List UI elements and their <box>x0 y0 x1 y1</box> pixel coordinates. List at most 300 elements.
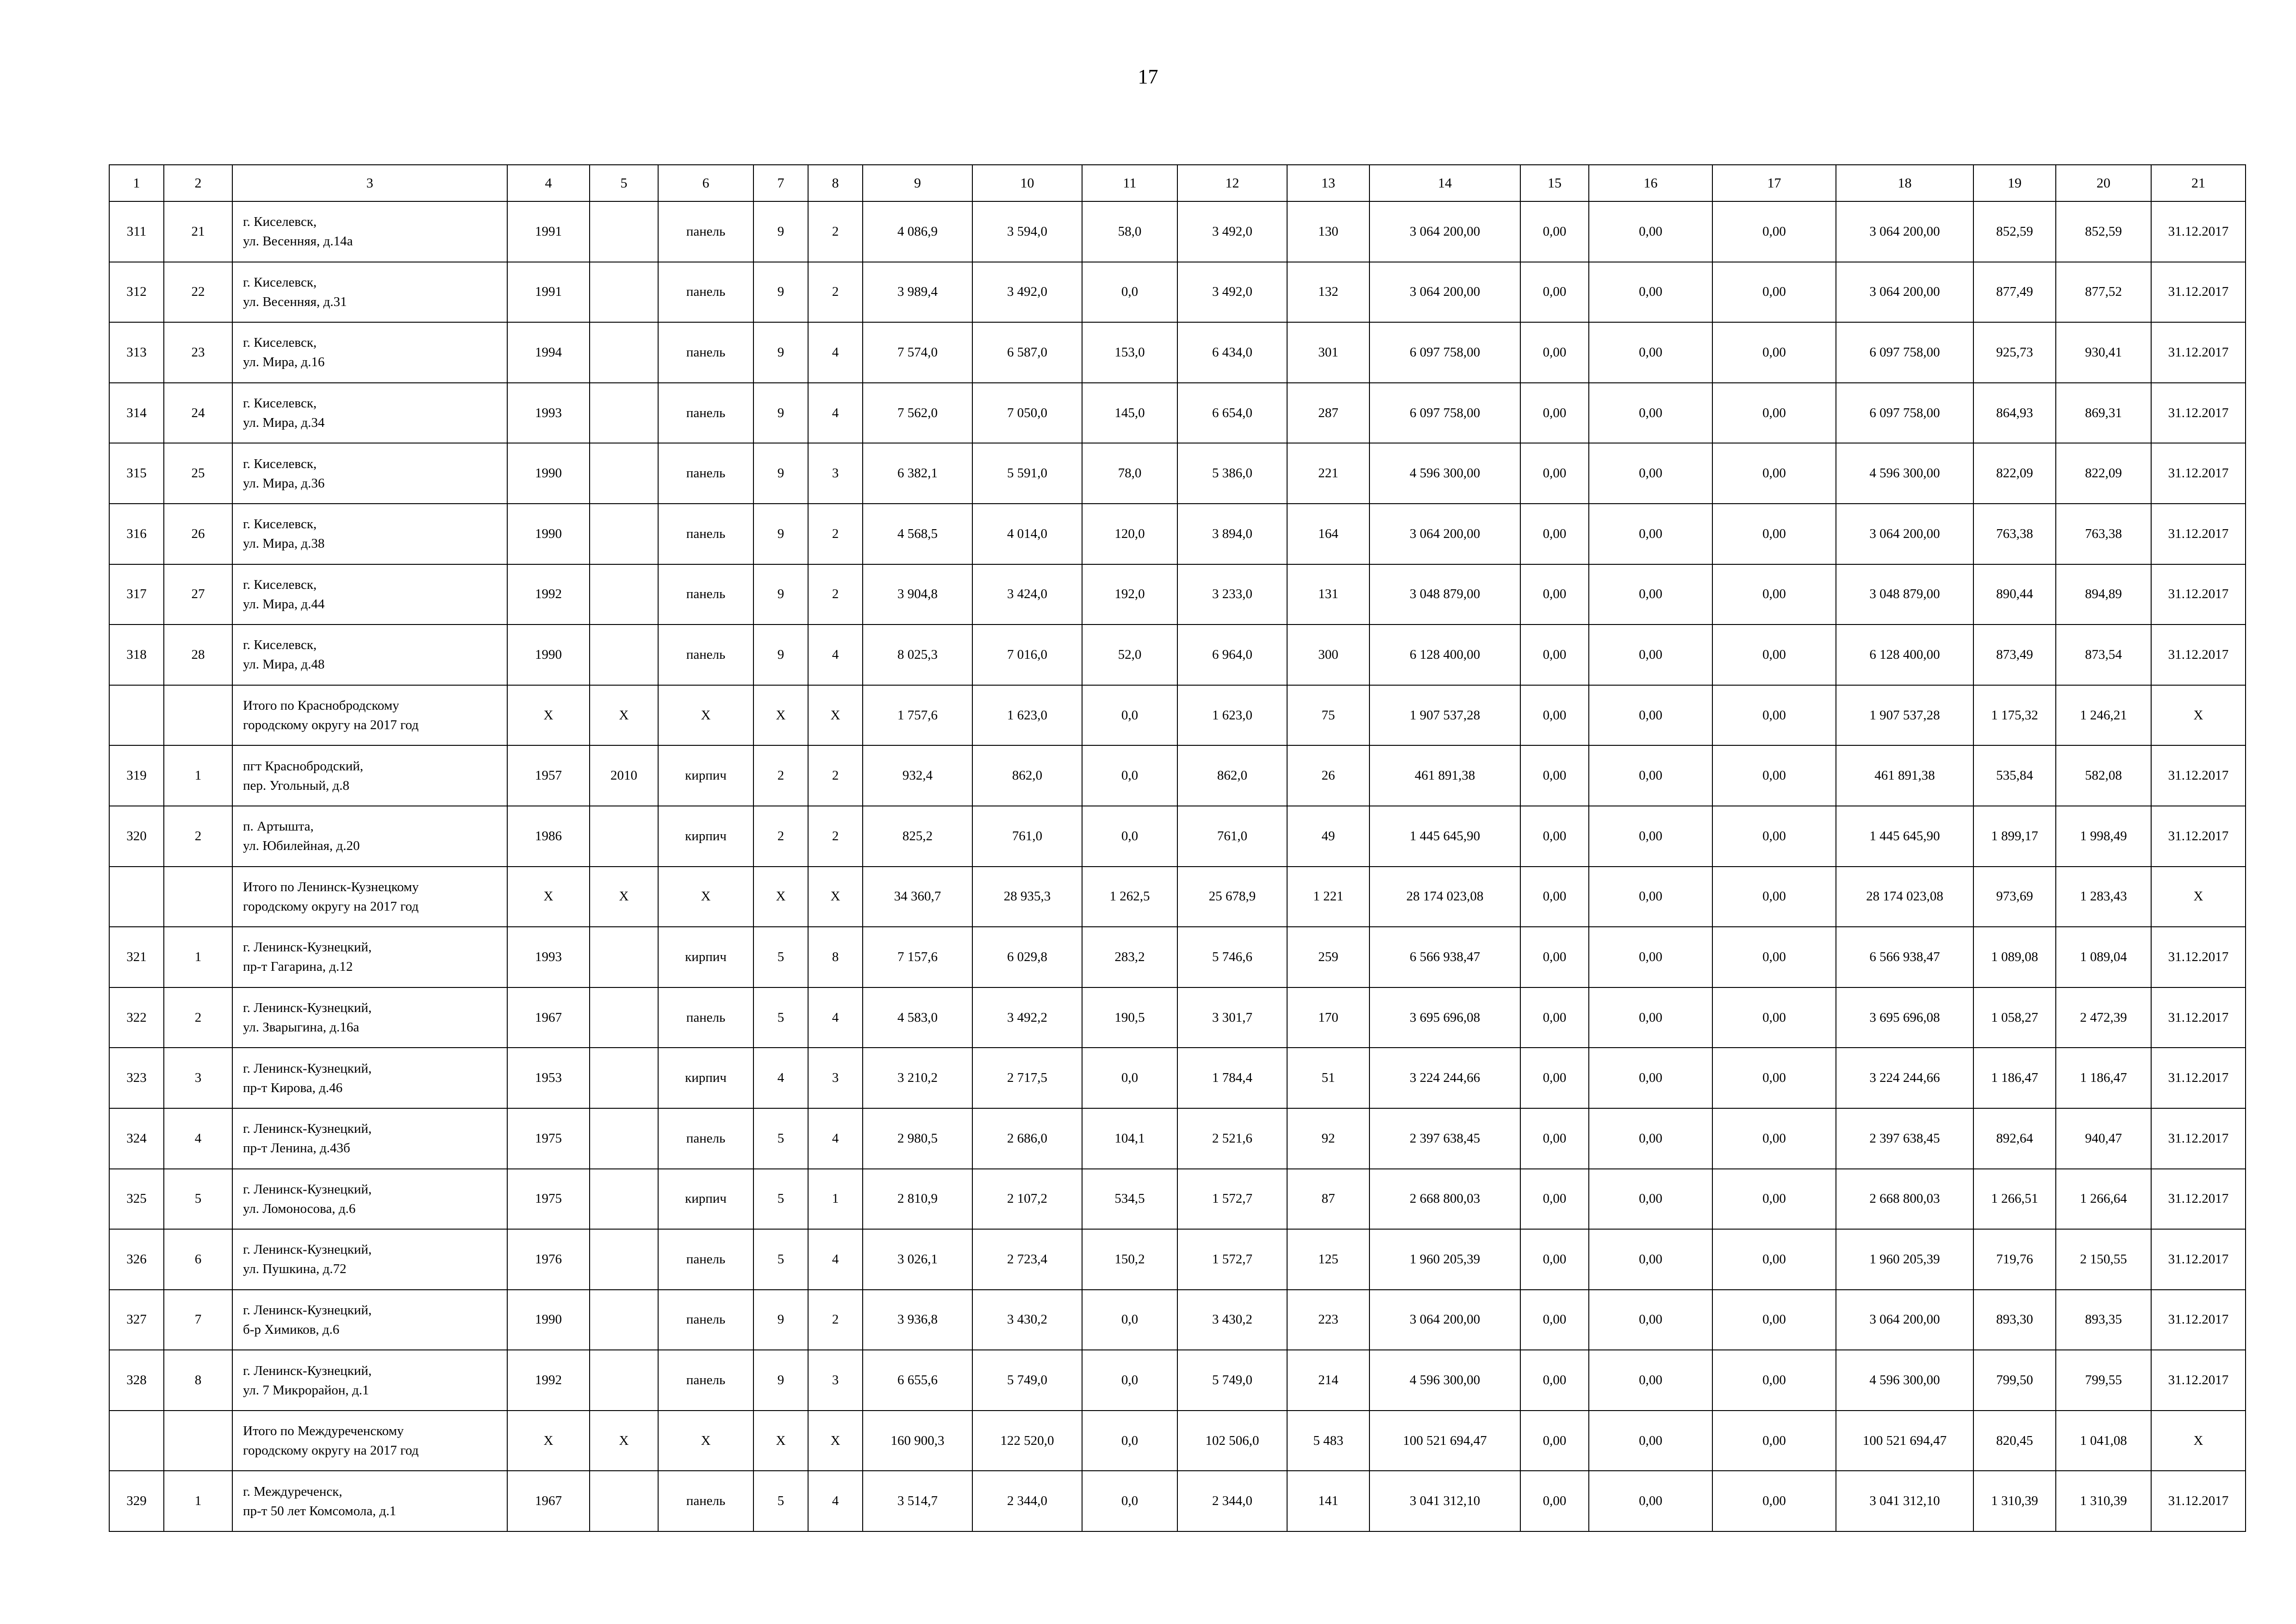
value-cell-c11: 0,0 <box>1082 1471 1177 1531</box>
entrances-cell: 3 <box>808 1350 863 1411</box>
value-cell-c20: 1 246,21 <box>2056 685 2151 746</box>
address-line-2: б-р Химиков, д.6 <box>243 1322 340 1337</box>
value-cell-c10: 3 492,0 <box>972 262 1082 323</box>
value-cell-c20: 877,52 <box>2056 262 2151 323</box>
value-cell-c18: 4 596 300,00 <box>1836 443 1973 504</box>
address-line-1: г. Киселевск, <box>243 456 317 471</box>
value-cell-c15: 0,00 <box>1520 1350 1589 1411</box>
value-cell-c15: 0,00 <box>1520 201 1589 262</box>
address-line-2: ул. 7 Микрорайон, д.1 <box>243 1382 369 1398</box>
address-line-1: пгт Краснобродский, <box>243 758 363 774</box>
year-built-cell: 1990 <box>507 625 590 685</box>
value-cell-c11: 145,0 <box>1082 383 1177 443</box>
deadline-cell: 31.12.2017 <box>2151 322 2246 383</box>
value-cell-c14: 3 064 200,00 <box>1369 262 1520 323</box>
value-cell-c15: 0,00 <box>1520 685 1589 746</box>
column-header: 2 <box>164 165 232 201</box>
value-cell-c11: 150,2 <box>1082 1229 1177 1290</box>
value-cell-c20: 1 186,47 <box>2056 1048 2151 1108</box>
local-number-cell: 24 <box>164 383 232 443</box>
value-cell-c20: 1 283,43 <box>2056 867 2151 927</box>
value-cell-c12: 2 521,6 <box>1177 1108 1287 1169</box>
address-line-1: г. Ленинск-Кузнецкий, <box>243 1181 372 1197</box>
value-cell-c13: 164 <box>1287 504 1369 564</box>
value-cell-c16: 0,00 <box>1589 1229 1712 1290</box>
address-line-1: г. Ленинск-Кузнецкий, <box>243 1121 372 1137</box>
value-cell-c13: 221 <box>1287 443 1369 504</box>
value-cell-c19: 719,76 <box>1973 1229 2056 1290</box>
value-cell-c12: 1 784,4 <box>1177 1048 1287 1108</box>
local-number-cell: 2 <box>164 987 232 1048</box>
row-number-cell <box>109 867 164 927</box>
table-row <box>109 443 2246 504</box>
value-cell-c17: 0,00 <box>1712 927 1836 987</box>
value-cell-c16: 0,00 <box>1589 987 1712 1048</box>
row-number-cell: 329 <box>109 1471 164 1531</box>
value-cell-c10: 7 016,0 <box>972 625 1082 685</box>
value-cell-c11: 0,0 <box>1082 1048 1177 1108</box>
value-cell-c9: 3 026,1 <box>863 1229 972 1290</box>
table-row <box>109 1350 2246 1411</box>
address-cell <box>232 1411 507 1471</box>
value-cell-c17: 0,00 <box>1712 1048 1836 1108</box>
value-cell-c12: 3 430,2 <box>1177 1290 1287 1350</box>
value-cell-c18: 3 064 200,00 <box>1836 1290 1973 1350</box>
value-cell-c16: 0,00 <box>1589 564 1712 625</box>
value-cell-c18: 3 224 244,66 <box>1836 1048 1973 1108</box>
address-cell <box>232 1048 507 1108</box>
value-cell-c10: 2 717,5 <box>972 1048 1082 1108</box>
floors-cell: 5 <box>753 1471 808 1531</box>
address-cell <box>232 745 507 806</box>
address-cell <box>232 1350 507 1411</box>
value-cell-c20: 869,31 <box>2056 383 2151 443</box>
value-cell-c18: 6 097 758,00 <box>1836 322 1973 383</box>
address-line-2: городскому округу на 2017 год <box>243 1443 419 1458</box>
value-cell-c12: 1 572,7 <box>1177 1169 1287 1230</box>
value-cell-c14: 3 064 200,00 <box>1369 1290 1520 1350</box>
deadline-cell: 31.12.2017 <box>2151 927 2246 987</box>
column-header: 10 <box>972 165 1082 201</box>
address-line-2: ул. Весенняя, д.14а <box>243 234 353 249</box>
value-cell-c18: 3 064 200,00 <box>1836 262 1973 323</box>
value-cell-c17: 0,00 <box>1712 1290 1836 1350</box>
year-built-cell: Х <box>507 685 590 746</box>
address-cell <box>232 987 507 1048</box>
value-cell-c14: 1 960 205,39 <box>1369 1229 1520 1290</box>
local-number-cell: 8 <box>164 1350 232 1411</box>
address-line-2: ул. Мира, д.44 <box>243 596 325 612</box>
row-number-cell: 327 <box>109 1290 164 1350</box>
value-cell-c12: 5 749,0 <box>1177 1350 1287 1411</box>
deadline-cell: 31.12.2017 <box>2151 1229 2246 1290</box>
wall-material-cell: кирпич <box>658 1169 753 1230</box>
value-cell-c9: 6 655,6 <box>863 1350 972 1411</box>
value-cell-c11: 0,0 <box>1082 262 1177 323</box>
row-number-cell: 318 <box>109 625 164 685</box>
address-line-1: Итого по Ленинск-Кузнецкому <box>243 879 419 894</box>
value-cell-c20: 2 472,39 <box>2056 987 2151 1048</box>
deadline-cell: 31.12.2017 <box>2151 383 2246 443</box>
wall-material-cell: панель <box>658 322 753 383</box>
year-repair-cell <box>590 201 658 262</box>
deadline-cell: 31.12.2017 <box>2151 262 2246 323</box>
value-cell-c17: 0,00 <box>1712 806 1836 867</box>
deadline-cell: 31.12.2017 <box>2151 564 2246 625</box>
year-repair-cell <box>590 1048 658 1108</box>
value-cell-c16: 0,00 <box>1589 1048 1712 1108</box>
local-number-cell: 3 <box>164 1048 232 1108</box>
deadline-cell: Х <box>2151 685 2246 746</box>
wall-material-cell: кирпич <box>658 806 753 867</box>
value-cell-c19: 973,69 <box>1973 867 2056 927</box>
entrances-cell: Х <box>808 685 863 746</box>
value-cell-c16: 0,00 <box>1589 625 1712 685</box>
value-cell-c15: 0,00 <box>1520 1048 1589 1108</box>
column-header: 18 <box>1836 165 1973 201</box>
value-cell-c9: 932,4 <box>863 745 972 806</box>
table-row <box>109 564 2246 625</box>
address-cell <box>232 322 507 383</box>
value-cell-c9: 4 568,5 <box>863 504 972 564</box>
address-line-1: г. Ленинск-Кузнецкий, <box>243 1000 372 1016</box>
value-cell-c11: 1 262,5 <box>1082 867 1177 927</box>
value-cell-c11: 0,0 <box>1082 745 1177 806</box>
wall-material-cell: Х <box>658 1411 753 1471</box>
year-built-cell: Х <box>507 867 590 927</box>
local-number-cell: 1 <box>164 927 232 987</box>
value-cell-c16: 0,00 <box>1589 504 1712 564</box>
column-header: 4 <box>507 165 590 201</box>
value-cell-c17: 0,00 <box>1712 1108 1836 1169</box>
wall-material-cell: панель <box>658 1471 753 1531</box>
year-built-cell: 1993 <box>507 927 590 987</box>
value-cell-c10: 7 050,0 <box>972 383 1082 443</box>
address-line-2: пр-т 50 лет Комсомола, д.1 <box>243 1503 396 1518</box>
value-cell-c17: 0,00 <box>1712 867 1836 927</box>
value-cell-c12: 3 301,7 <box>1177 987 1287 1048</box>
value-cell-c10: 2 723,4 <box>972 1229 1082 1290</box>
entrances-cell: 2 <box>808 564 863 625</box>
value-cell-c16: 0,00 <box>1589 262 1712 323</box>
value-cell-c15: 0,00 <box>1520 625 1589 685</box>
address-line-1: г. Киселевск, <box>243 396 317 411</box>
column-header: 20 <box>2056 165 2151 201</box>
value-cell-c12: 25 678,9 <box>1177 867 1287 927</box>
value-cell-c13: 92 <box>1287 1108 1369 1169</box>
value-cell-c10: 3 430,2 <box>972 1290 1082 1350</box>
value-cell-c19: 799,50 <box>1973 1350 2056 1411</box>
value-cell-c11: 153,0 <box>1082 322 1177 383</box>
local-number-cell: 4 <box>164 1108 232 1169</box>
entrances-cell: 3 <box>808 443 863 504</box>
value-cell-c13: 300 <box>1287 625 1369 685</box>
value-cell-c17: 0,00 <box>1712 322 1836 383</box>
address-line-2: ул. Мира, д.48 <box>243 657 325 672</box>
value-cell-c14: 1 907 537,28 <box>1369 685 1520 746</box>
deadline-cell: Х <box>2151 867 2246 927</box>
value-cell-c11: 0,0 <box>1082 1411 1177 1471</box>
value-cell-c12: 1 572,7 <box>1177 1229 1287 1290</box>
year-repair-cell <box>590 1471 658 1531</box>
table-row <box>109 201 2246 262</box>
value-cell-c9: 825,2 <box>863 806 972 867</box>
row-number-cell: 328 <box>109 1350 164 1411</box>
value-cell-c9: 3 904,8 <box>863 564 972 625</box>
address-cell <box>232 1169 507 1230</box>
floors-cell: 9 <box>753 443 808 504</box>
deadline-cell: 31.12.2017 <box>2151 504 2246 564</box>
address-line-1: г. Междуреченск, <box>243 1484 342 1499</box>
address-line-1: п. Артышта, <box>243 819 314 834</box>
value-cell-c10: 122 520,0 <box>972 1411 1082 1471</box>
value-cell-c19: 873,49 <box>1973 625 2056 685</box>
value-cell-c17: 0,00 <box>1712 1229 1836 1290</box>
value-cell-c10: 1 623,0 <box>972 685 1082 746</box>
table-row <box>109 1290 2246 1350</box>
year-built-cell: 1994 <box>507 322 590 383</box>
floors-cell: 9 <box>753 504 808 564</box>
row-number-cell: 316 <box>109 504 164 564</box>
floors-cell: 2 <box>753 806 808 867</box>
value-cell-c14: 2 668 800,03 <box>1369 1169 1520 1230</box>
value-cell-c18: 100 521 694,47 <box>1836 1411 1973 1471</box>
floors-cell: Х <box>753 685 808 746</box>
row-number-cell: 320 <box>109 806 164 867</box>
floors-cell: 5 <box>753 987 808 1048</box>
entrances-cell: 2 <box>808 201 863 262</box>
year-repair-cell <box>590 987 658 1048</box>
entrances-cell: 1 <box>808 1169 863 1230</box>
value-cell-c16: 0,00 <box>1589 383 1712 443</box>
floors-cell: 5 <box>753 1229 808 1290</box>
value-cell-c20: 940,47 <box>2056 1108 2151 1169</box>
value-cell-c20: 893,35 <box>2056 1290 2151 1350</box>
value-cell-c19: 1 186,47 <box>1973 1048 2056 1108</box>
value-cell-c18: 3 048 879,00 <box>1836 564 1973 625</box>
wall-material-cell: панель <box>658 262 753 323</box>
value-cell-c10: 28 935,3 <box>972 867 1082 927</box>
value-cell-c18: 3 064 200,00 <box>1836 504 1973 564</box>
row-number-cell: 311 <box>109 201 164 262</box>
local-number-cell: 27 <box>164 564 232 625</box>
value-cell-c14: 1 445 645,90 <box>1369 806 1520 867</box>
value-cell-c13: 141 <box>1287 1471 1369 1531</box>
year-repair-cell <box>590 806 658 867</box>
value-cell-c18: 461 891,38 <box>1836 745 1973 806</box>
address-cell <box>232 806 507 867</box>
value-cell-c15: 0,00 <box>1520 1229 1589 1290</box>
year-repair-cell <box>590 383 658 443</box>
value-cell-c20: 852,59 <box>2056 201 2151 262</box>
table-row <box>109 1229 2246 1290</box>
value-cell-c15: 0,00 <box>1520 564 1589 625</box>
column-header: 21 <box>2151 165 2246 201</box>
value-cell-c16: 0,00 <box>1589 1411 1712 1471</box>
table-row <box>109 1048 2246 1108</box>
column-header: 1 <box>109 165 164 201</box>
year-built-cell: 1957 <box>507 745 590 806</box>
table-row <box>109 987 2246 1048</box>
value-cell-c17: 0,00 <box>1712 745 1836 806</box>
floors-cell: 5 <box>753 927 808 987</box>
value-cell-c18: 3 695 696,08 <box>1836 987 1973 1048</box>
deadline-cell: 31.12.2017 <box>2151 1471 2246 1531</box>
table-row <box>109 322 2246 383</box>
value-cell-c17: 0,00 <box>1712 1169 1836 1230</box>
local-number-cell: 25 <box>164 443 232 504</box>
value-cell-c19: 877,49 <box>1973 262 2056 323</box>
value-cell-c10: 4 014,0 <box>972 504 1082 564</box>
local-number-cell: 6 <box>164 1229 232 1290</box>
value-cell-c11: 78,0 <box>1082 443 1177 504</box>
wall-material-cell: Х <box>658 685 753 746</box>
address-line-2: пр-т Ленина, д.43б <box>243 1141 350 1156</box>
floors-cell: 9 <box>753 201 808 262</box>
value-cell-c16: 0,00 <box>1589 1471 1712 1531</box>
value-cell-c16: 0,00 <box>1589 201 1712 262</box>
wall-material-cell: кирпич <box>658 927 753 987</box>
entrances-cell: 2 <box>808 262 863 323</box>
value-cell-c14: 3 224 244,66 <box>1369 1048 1520 1108</box>
value-cell-c15: 0,00 <box>1520 987 1589 1048</box>
row-number-cell: 326 <box>109 1229 164 1290</box>
column-header: 16 <box>1589 165 1712 201</box>
address-cell <box>232 443 507 504</box>
value-cell-c10: 6 029,8 <box>972 927 1082 987</box>
year-repair-cell <box>590 927 658 987</box>
address-cell <box>232 1471 507 1531</box>
wall-material-cell: панель <box>658 625 753 685</box>
address-line-1: г. Ленинск-Кузнецкий, <box>243 940 372 955</box>
value-cell-c17: 0,00 <box>1712 504 1836 564</box>
address-line-1: г. Ленинск-Кузнецкий, <box>243 1061 372 1076</box>
value-cell-c18: 1 960 205,39 <box>1836 1229 1973 1290</box>
address-cell <box>232 262 507 323</box>
value-cell-c16: 0,00 <box>1589 1350 1712 1411</box>
column-header: 9 <box>863 165 972 201</box>
year-built-cell: 1993 <box>507 383 590 443</box>
value-cell-c17: 0,00 <box>1712 201 1836 262</box>
deadline-cell: 31.12.2017 <box>2151 1350 2246 1411</box>
value-cell-c15: 0,00 <box>1520 443 1589 504</box>
value-cell-c20: 1 998,49 <box>2056 806 2151 867</box>
year-built-cell: 1991 <box>507 262 590 323</box>
value-cell-c14: 3 064 200,00 <box>1369 504 1520 564</box>
value-cell-c14: 4 596 300,00 <box>1369 1350 1520 1411</box>
address-line-2: пер. Угольный, д.8 <box>243 778 349 793</box>
row-number-cell: 322 <box>109 987 164 1048</box>
deadline-cell: 31.12.2017 <box>2151 201 2246 262</box>
row-number-cell: 321 <box>109 927 164 987</box>
value-cell-c17: 0,00 <box>1712 262 1836 323</box>
address-line-1: Итого по Междуреченскому <box>243 1424 404 1439</box>
value-cell-c13: 214 <box>1287 1350 1369 1411</box>
row-number-cell: 325 <box>109 1169 164 1230</box>
value-cell-c13: 130 <box>1287 201 1369 262</box>
value-cell-c12: 102 506,0 <box>1177 1411 1287 1471</box>
row-number-cell: 323 <box>109 1048 164 1108</box>
address-line-2: городскому округу на 2017 год <box>243 718 419 733</box>
value-cell-c15: 0,00 <box>1520 322 1589 383</box>
entrances-cell: 2 <box>808 745 863 806</box>
value-cell-c16: 0,00 <box>1589 322 1712 383</box>
value-cell-c19: 535,84 <box>1973 745 2056 806</box>
address-line-2: ул. Пушкина, д.72 <box>243 1262 347 1277</box>
year-built-cell: 1992 <box>507 1350 590 1411</box>
value-cell-c13: 75 <box>1287 685 1369 746</box>
address-line-2: ул. Мира, д.38 <box>243 536 325 551</box>
value-cell-c13: 132 <box>1287 262 1369 323</box>
value-cell-c9: 160 900,3 <box>863 1411 972 1471</box>
value-cell-c12: 1 623,0 <box>1177 685 1287 746</box>
address-cell <box>232 1229 507 1290</box>
address-line-1: г. Ленинск-Кузнецкий, <box>243 1302 372 1318</box>
value-cell-c19: 1 899,17 <box>1973 806 2056 867</box>
floors-cell: 5 <box>753 1169 808 1230</box>
year-built-cell: Х <box>507 1411 590 1471</box>
value-cell-c20: 582,08 <box>2056 745 2151 806</box>
value-cell-c19: 1 175,32 <box>1973 685 2056 746</box>
address-line-2: ул. Мира, д.16 <box>243 355 325 370</box>
entrances-cell: 4 <box>808 1471 863 1531</box>
value-cell-c17: 0,00 <box>1712 625 1836 685</box>
deadline-cell: 31.12.2017 <box>2151 1048 2246 1108</box>
row-number-cell: 317 <box>109 564 164 625</box>
floors-cell: 9 <box>753 625 808 685</box>
value-cell-c12: 862,0 <box>1177 745 1287 806</box>
row-number-cell <box>109 1411 164 1471</box>
value-cell-c20: 799,55 <box>2056 1350 2151 1411</box>
wall-material-cell: панель <box>658 1350 753 1411</box>
row-number-cell: 314 <box>109 383 164 443</box>
value-cell-c9: 3 210,2 <box>863 1048 972 1108</box>
floors-cell: 9 <box>753 564 808 625</box>
value-cell-c14: 2 397 638,45 <box>1369 1108 1520 1169</box>
year-built-cell: 1986 <box>507 806 590 867</box>
value-cell-c16: 0,00 <box>1589 927 1712 987</box>
value-cell-c9: 3 514,7 <box>863 1471 972 1531</box>
entrances-cell: 3 <box>808 1048 863 1108</box>
value-cell-c17: 0,00 <box>1712 987 1836 1048</box>
value-cell-c11: 104,1 <box>1082 1108 1177 1169</box>
value-cell-c20: 822,09 <box>2056 443 2151 504</box>
address-cell <box>232 1290 507 1350</box>
local-number-cell: 1 <box>164 745 232 806</box>
column-header: 17 <box>1712 165 1836 201</box>
value-cell-c13: 259 <box>1287 927 1369 987</box>
value-cell-c15: 0,00 <box>1520 1169 1589 1230</box>
deadline-cell: 31.12.2017 <box>2151 987 2246 1048</box>
table-row <box>109 625 2246 685</box>
value-cell-c13: 223 <box>1287 1290 1369 1350</box>
value-cell-c20: 894,89 <box>2056 564 2151 625</box>
value-cell-c10: 6 587,0 <box>972 322 1082 383</box>
value-cell-c11: 0,0 <box>1082 685 1177 746</box>
value-cell-c12: 3 233,0 <box>1177 564 1287 625</box>
local-number-cell: 22 <box>164 262 232 323</box>
value-cell-c12: 761,0 <box>1177 806 1287 867</box>
value-cell-c19: 892,64 <box>1973 1108 2056 1169</box>
year-repair-cell <box>590 322 658 383</box>
address-cell <box>232 504 507 564</box>
value-cell-c13: 170 <box>1287 987 1369 1048</box>
address-cell <box>232 867 507 927</box>
local-number-cell <box>164 867 232 927</box>
value-cell-c15: 0,00 <box>1520 383 1589 443</box>
value-cell-c13: 131 <box>1287 564 1369 625</box>
address-line-1: г. Ленинск-Кузнецкий, <box>243 1242 372 1257</box>
